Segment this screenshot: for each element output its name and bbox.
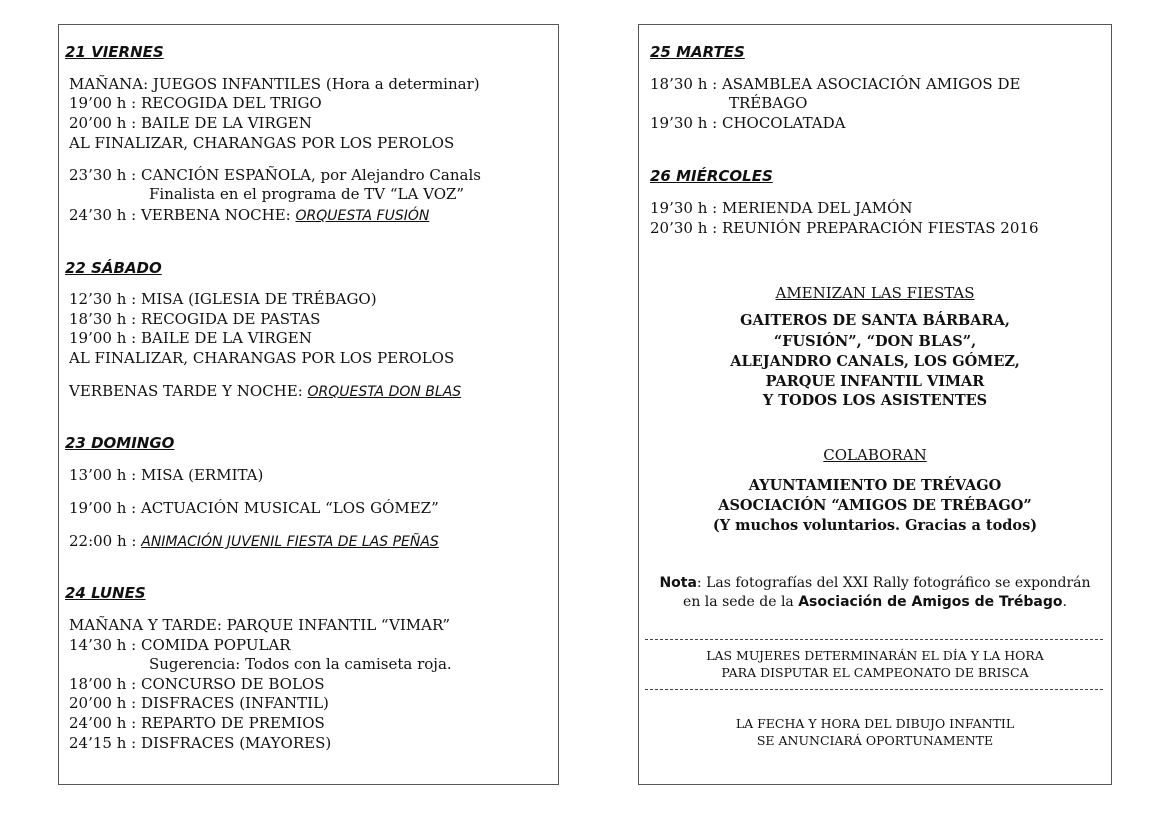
monday-line-7: 24’15 h : DISFRACES (MAYORES): [69, 734, 332, 752]
tuesday-line-1: 18’30 h : ASAMBLEA ASOCIACIÓN AMIGOS DE: [650, 75, 1021, 93]
friday-line-3: 20’00 h : BAILE DE LA VIRGEN: [69, 114, 312, 132]
saturday-orchestra: ORQUESTA DON BLAS: [307, 384, 462, 400]
wednesday-line-1: 19’30 h : MERIENDA DEL JAMÓN: [650, 199, 913, 217]
brisca-line-2: PARA DISPUTAR EL CAMPEONATO DE BRISCA: [721, 665, 1029, 680]
saturday-line-3: 19’00 h : BAILE DE LA VIRGEN: [69, 329, 312, 347]
saturday-line-2: 18’30 h : RECOGIDA DE PASTAS: [69, 310, 321, 328]
friday-orchestra: ORQUESTA FUSIÓN: [295, 208, 430, 224]
wednesday-line-2: 20’30 h : REUNIÓN PREPARACIÓN FIESTAS 2016: [650, 219, 1039, 237]
monday-line-5: 20’00 h : DISFRACES (INFANTIL): [69, 694, 329, 712]
monday-line-3: Sugerencia: Todos con la camiseta roja.: [149, 655, 452, 673]
amenizan-line-1: GAITEROS DE SANTA BÁRBARA,: [740, 312, 1010, 329]
friday-line-2: 19’00 h : RECOGIDA DEL TRIGO: [69, 94, 322, 112]
saturday-verbenas-label: VERBENAS TARDE Y NOCHE:: [69, 382, 308, 400]
monday-line-4: 18’00 h : CONCURSO DE BOLOS: [69, 675, 325, 693]
tuesday-line-3: 19’30 h : CHOCOLATADA: [650, 114, 846, 132]
saturday-line-1: 12’30 h : MISA (IGLESIA DE TRÉBAGO): [69, 290, 377, 308]
friday-line-4: AL FINALIZAR, CHARANGAS POR LOS PEROLOS: [69, 134, 455, 152]
left-program-panel: [58, 24, 559, 785]
note-line-2: [639, 593, 1111, 612]
amenizan-heading: AMENIZAN LAS FIESTAS: [775, 284, 975, 302]
note-org: Asociación de Amigos de Trébago: [798, 594, 1063, 610]
colaboran-line-2: ASOCIACIÓN “AMIGOS DE TRÉBAGO”: [718, 497, 1032, 514]
brisca-line-1: LAS MUJERES DETERMINARÁN EL DÍA Y LA HORA: [706, 648, 1044, 663]
note-end: .: [1062, 594, 1067, 610]
saturday-line-4: AL FINALIZAR, CHARANGAS POR LOS PEROLOS: [69, 349, 455, 367]
friday-line-6: Finalista en el programa de TV “LA VOZ”: [149, 185, 465, 203]
colaboran-line-3: (Y muchos voluntarios. Gracias a todos): [712, 517, 1038, 534]
right-program-panel: [638, 24, 1112, 785]
sunday-line-3: [69, 532, 439, 552]
monday-line-2: 14’30 h : COMIDA POPULAR: [69, 636, 291, 654]
day-heading-friday: 21 VIERNES: [65, 43, 164, 61]
friday-line-7: [69, 206, 429, 226]
note-text-2: en la sede de la: [683, 594, 799, 610]
sunday-line-1: 13’00 h : MISA (ERMITA): [69, 466, 264, 484]
friday-line-1: MAÑANA: JUEGOS INFANTILES (Hora a determinar): [69, 75, 480, 93]
drawing-line-2: SE ANUNCIARÁ OPORTUNAMENTE: [756, 733, 994, 748]
day-heading-tuesday: 25 MARTES: [650, 43, 745, 61]
tuesday-line-2: TRÉBAGO: [729, 94, 808, 112]
day-heading-saturday: 22 SÁBADO: [65, 259, 162, 277]
sunday-line-2: 19’00 h : ACTUACIÓN MUSICAL “LOS GÓMEZ”: [69, 499, 439, 517]
colaboran-heading: COLABORAN: [823, 446, 927, 464]
note-text-1: : Las fotografías del XXI Rally fotográfico se expondrán: [696, 575, 1091, 591]
dashed-divider-1: [645, 639, 1103, 640]
amenizan-line-5: Y TODOS LOS ASISTENTES: [762, 392, 988, 409]
monday-line-1: MAÑANA Y TARDE: PARQUE INFANTIL “VIMAR”: [69, 616, 451, 634]
sunday-time-label: 22:00 h :: [69, 532, 142, 550]
note-line-1: [639, 574, 1111, 593]
friday-line-5: 23’30 h : CANCIÓN ESPAÑOLA, por Alejandro Canals: [69, 166, 481, 184]
amenizan-line-2: “FUSIÓN”, “DON BLAS”,: [773, 333, 977, 350]
amenizan-line-4: PARQUE INFANTIL VIMAR: [765, 373, 985, 390]
friday-verbena-label: 24’30 h : VERBENA NOCHE:: [69, 206, 296, 224]
saturday-line-5: [69, 382, 461, 402]
dashed-divider-2: [645, 689, 1103, 690]
sunday-event: ANIMACIÓN JUVENIL FIESTA DE LAS PEÑAS: [141, 534, 439, 550]
day-heading-monday: 24 LUNES: [65, 584, 146, 602]
day-heading-wednesday: 26 MIÉRCOLES: [650, 167, 773, 185]
day-heading-sunday: 23 DOMINGO: [65, 434, 175, 452]
amenizan-line-3: ALEJANDRO CANALS, LOS GÓMEZ,: [730, 353, 1020, 370]
drawing-line-1: LA FECHA Y HORA DEL DIBUJO INFANTIL: [735, 716, 1015, 731]
monday-line-6: 24’00 h : REPARTO DE PREMIOS: [69, 714, 325, 732]
colaboran-line-1: AYUNTAMIENTO DE TRÉVAGO: [748, 477, 1002, 494]
note-label: Nota: [659, 575, 697, 591]
